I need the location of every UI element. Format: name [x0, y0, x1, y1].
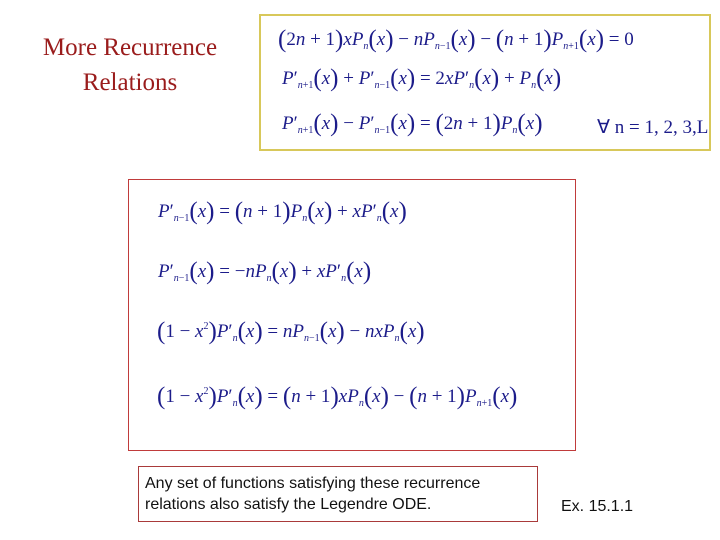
title-line-1: More Recurrence	[42, 34, 218, 61]
equation-mid-4: $(1 - x^2)P'_n(x) = (n + 1)xP_n(x) - (n + 1)P_{n+1}(x)$	[157, 383, 518, 410]
equation-top-3: $P'_{n+1}(x) - P'_{n-1}(x) = (2n + 1)P_n(x)$	[282, 110, 543, 137]
equation-top-1: $(2n + 1)xP_n(x) - nP_{n-1}(x) - (n + 1)P_{n+1}(x) = 0$	[278, 26, 634, 53]
equation-mid-3: $(1 - x^2)P'_n(x) = nP_{n-1}(x) - nxP_n(x)$	[157, 318, 425, 345]
slide-title	[20, 30, 240, 100]
equation-mid-1: $P'_{n-1}(x) = (n + 1)P_n(x) + xP'_n(x)$	[158, 198, 407, 225]
note-line-2: relations also satisfy the Legendre ODE.	[145, 496, 432, 513]
equation-mid-2: $P'_{n-1}(x) = -nP_n(x) + xP'_n(x)$	[158, 258, 372, 285]
note-box	[138, 466, 538, 522]
quantifier-text: ∀ n = 1, 2, 3,L	[597, 117, 709, 138]
note-line-1: Any set of functions satisfying these recurrence	[145, 475, 481, 492]
equation-top-2: $P'_{n+1}(x) + P'_{n-1}(x) = 2xP'_n(x) + P_n(x)$	[282, 65, 562, 92]
title-line-2: Relations	[82, 69, 178, 96]
exercise-reference: Ex. 15.1.1	[561, 498, 634, 515]
